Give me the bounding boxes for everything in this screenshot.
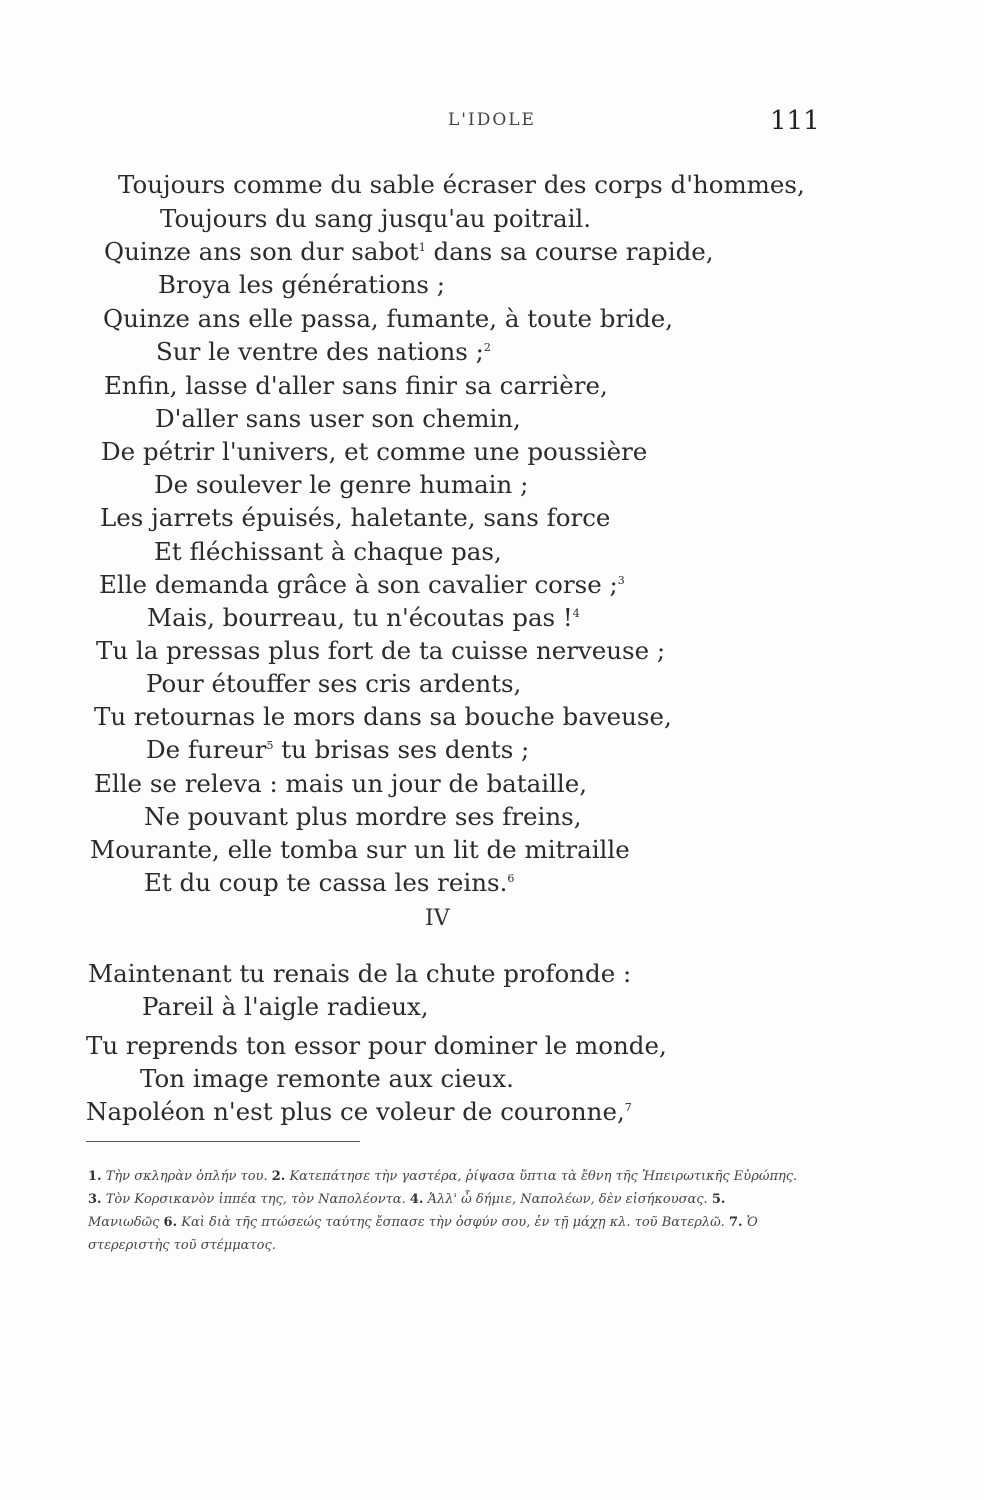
poem-line: Ton image remonte aux cieux. xyxy=(140,1064,514,1093)
poem-line: Sur le ventre des nations ;$^2$ xyxy=(156,337,491,366)
poem-line: Ne pouvant plus mordre ses freins, xyxy=(144,802,582,831)
poem-line: Broya les générations ; xyxy=(158,270,446,299)
poem-line: Pareil à l'aigle radieux, xyxy=(142,992,429,1021)
poem-line: D'aller sans user son chemin, xyxy=(155,404,521,433)
footnote: 1. Τὴν σκληρὰν ὁπλήν του. xyxy=(88,1169,268,1184)
footnote: 7. Ὁ στερεριστὴς τοῦ στέμματος. xyxy=(88,1215,758,1253)
footnote: 6. Καὶ διὰ τῆς πτώσεώς ταύτης ἔσπασε τὴν ὀσφύν σου, ἐν τῇ μάχῃ κλ. τοῦ Βατερλῶ. xyxy=(163,1215,725,1230)
poem-line: Quinze ans son dur sabot$^1$ dans sa course rapide, xyxy=(104,237,714,266)
poem-line: Napoléon n'est plus ce voleur de couronne,$^7$ xyxy=(86,1097,632,1126)
footnote: 3. Τὸν Κορσικανὸν ἱππέα της, τὸν Ναπολέοντα. xyxy=(88,1192,406,1207)
poem-line: Toujours du sang jusqu'au poitrail. xyxy=(160,204,592,233)
poem-line: Enfin, lasse d'aller sans finir sa carrière, xyxy=(104,371,608,400)
poem-line: Elle demanda grâce à son cavalier corse ;$^3$ xyxy=(99,570,625,599)
poem-line: Elle se releva : mais un jour de bataille, xyxy=(94,769,588,798)
running-title: L'IDOLE xyxy=(448,110,536,130)
poem-line: Tu reprends ton essor pour dominer le monde, xyxy=(86,1031,667,1060)
poem-line: Quinze ans elle passa, fumante, à toute bride, xyxy=(103,304,673,333)
poem-line: De fureur$^5$ tu brisas ses dents ; xyxy=(146,735,530,764)
footnote: 5. Μανιωδῶς xyxy=(88,1192,726,1230)
footnote-marker: 4 xyxy=(572,606,580,620)
footnote-marker: 5 xyxy=(266,738,274,752)
poem-line: De pétrir l'univers, et comme une poussière xyxy=(101,437,648,466)
footnote-marker: 1 xyxy=(418,240,426,254)
poem-line: Tu la pressas plus fort de ta cuisse nerveuse ; xyxy=(96,636,666,665)
poem-line: Tu retournas le mors dans sa bouche baveuse, xyxy=(94,702,672,731)
poem-line: Et fléchissant à chaque pas, xyxy=(154,537,502,566)
footnote-marker: 2 xyxy=(483,340,491,354)
poem-line: Les jarrets épuisés, haletante, sans force xyxy=(100,503,611,532)
poem-line: Et du coup te cassa les reins.$^6$ xyxy=(144,868,515,897)
footnote-marker: 6 xyxy=(507,871,515,885)
footnote-separator xyxy=(86,1141,360,1142)
poem-line: Pour étouffer ses cris ardents, xyxy=(146,669,522,698)
poem-line: Maintenant tu renais de la chute profonde : xyxy=(88,959,632,988)
poem-line: Toujours comme du sable écraser des corps d'hommes, xyxy=(118,170,805,199)
page-number: 111 xyxy=(770,106,820,136)
section-heading: IV xyxy=(425,906,450,931)
poem-line: Mais, bourreau, tu n'écoutas pas !$^4$ xyxy=(147,603,580,632)
footnotes xyxy=(88,1165,800,1257)
footnote: 2. Κατεπάτησε τὴν γαστέρα, ῥίψασα ὕπτια τὰ ἔθνη τῆς Ἠπειρωτικῆς Εὐρώπης. xyxy=(271,1169,798,1184)
footnote: 4. Ἀλλ' ὦ δήμιε, Ναπολέων, δὲν εἰσήκουσας. xyxy=(409,1192,708,1207)
poem-line: De soulever le genre humain ; xyxy=(154,470,529,499)
poem-line: Mourante, elle tomba sur un lit de mitraille xyxy=(90,835,630,864)
footnote-marker: 3 xyxy=(617,573,625,587)
footnote-marker: 7 xyxy=(624,1100,632,1114)
